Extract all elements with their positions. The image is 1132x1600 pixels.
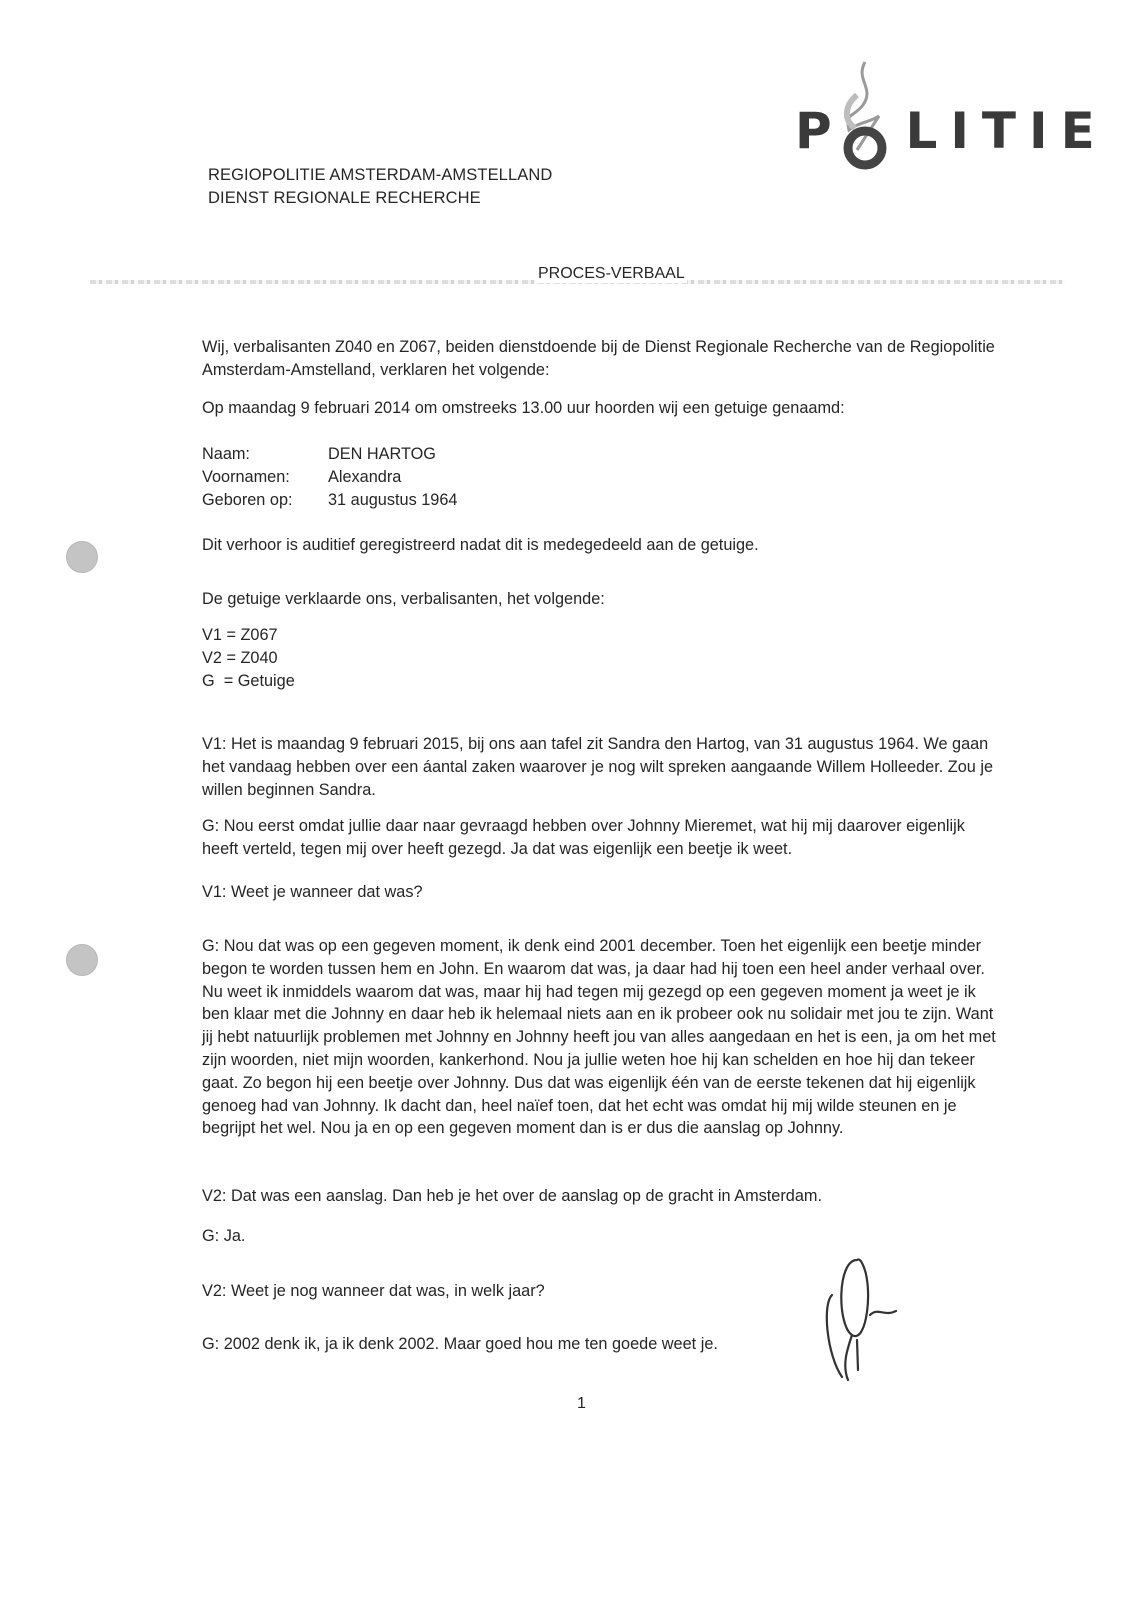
transcript-text: G: Ja. bbox=[202, 1227, 246, 1245]
recording-note bbox=[202, 534, 1002, 557]
field-value: 31 augustus 1964 bbox=[328, 491, 458, 509]
field-label: Voornamen: bbox=[202, 468, 290, 486]
transcript-entry bbox=[202, 935, 1002, 1140]
punch-hole bbox=[66, 541, 98, 573]
witness-details bbox=[202, 443, 1002, 512]
legend-item: V1 = Z067 bbox=[202, 626, 278, 644]
transcript-entry bbox=[202, 1225, 1002, 1248]
transcript-text: V2: Dat was een aanslag. Dan heb je het over de aanslag op de gracht in Amsterdam. bbox=[202, 1187, 822, 1205]
organization-header bbox=[208, 164, 552, 210]
transcript-entry bbox=[202, 881, 1002, 904]
witness-row-birthdate bbox=[202, 489, 1002, 512]
transcript-text: V2: Weet je nog wanneer dat was, in welk jaar? bbox=[202, 1282, 545, 1300]
statement-intro-text: De getuige verklaarde ons, verbalisanten, het volgende: bbox=[202, 590, 605, 608]
transcript-entry bbox=[202, 815, 982, 861]
politie-logo bbox=[795, 60, 1108, 180]
witness-row-firstnames bbox=[202, 466, 1002, 489]
logo-text: P LITIE bbox=[795, 102, 1108, 160]
hearing-text: Op maandag 9 februari 2014 om omstreeks 13.00 uur hoorden wij een getuige genaamd: bbox=[202, 399, 845, 417]
hearing-paragraph bbox=[202, 397, 1002, 420]
legend-item: G = Getuige bbox=[202, 672, 295, 690]
document-title: PROCES-VERBAAL bbox=[538, 265, 685, 282]
witness-row-name bbox=[202, 443, 1002, 466]
transcript-text: G: 2002 denk ik, ja ik denk 2002. Maar goed hou me ten goede weet je. bbox=[202, 1335, 718, 1353]
transcript-text: V1: Het is maandag 9 februari 2015, bij ons aan tafel zit Sandra den Hartog, van 31 augustus 1964. We gaan het vandaag hebben over een áantal zaken waarover je nog wilt spreken aangaande Willem Holleeder. Zou je willen beginnen Sandra. bbox=[202, 735, 994, 799]
field-label: Naam: bbox=[202, 445, 250, 463]
org-line-1: REGIOPOLITIE AMSTERDAM-AMSTELLAND bbox=[208, 166, 553, 184]
transcript-text: V1: Weet je wanneer dat was? bbox=[202, 883, 423, 901]
recording-text: Dit verhoor is auditief geregistreerd nadat dit is medegedeeld aan de getuige. bbox=[202, 536, 759, 554]
intro-paragraph bbox=[202, 336, 1002, 382]
page-number: 1 bbox=[577, 1395, 586, 1412]
field-value: DEN HARTOG bbox=[328, 445, 436, 463]
signature-image bbox=[812, 1255, 902, 1385]
field-value: Alexandra bbox=[328, 468, 402, 486]
transcript-text: G: Nou eerst omdat jullie daar naar gevraagd hebben over Johnny Mieremet, wat hij mij daarover eigenlijk heeft verteld, tegen mij over heeft gezegd. Ja dat was eigenlijk een beetje ik weet. bbox=[202, 817, 965, 858]
intro-text: Wij, verbalisanten Z040 en Z067, beiden dienstdoende bij de Dienst Regionale Recherche van de Regiopolitie Amsterdam-Amstelland, verklaren het volgende: bbox=[202, 338, 995, 379]
transcript-entry bbox=[202, 1185, 1002, 1208]
statement-intro bbox=[202, 588, 1002, 611]
field-label: Geboren op: bbox=[202, 491, 293, 509]
legend-item: V2 = Z040 bbox=[202, 649, 278, 667]
transcript-text: G: Nou dat was op een gegeven moment, ik denk eind 2001 december. Toen het eigenlijk een beetje minder begon te worden tussen hem en John. En waarom dat was, ja daar had hij toen een heel ander verhaal over. Nu weet ik inmiddels waarom dat was, maar hij had tegen mij gezegd op een gegeven moment ja weet je ik ben klaar met die Johnny en daar heb ik helemaal niets aan en ik probeer ook nu solidair met jou te zijn. Want jij hebt natuurlijk problemen met Johnny en Johnny heeft jou van alles aangedaan en het is een, ja om het met zijn woorden, niet mijn woorden, kankerhond. Nou ja jullie weten hoe hij kan schelden en hoe hij dan tekeer gaat. Zo begon hij een beetje over Johnny. Dus dat was eigenlijk één van de eerste tekenen dat hij eigenlijk genoeg had van Johnny. Ik dacht dan, heel naïef toen, dat het echt was omdat hij mij wilde steunen en je begrijpt het wel. Nou ja en op een gegeven moment dan is er dus die aanslag op Johnny. bbox=[202, 937, 996, 1138]
punch-hole bbox=[66, 944, 98, 976]
speaker-legend bbox=[202, 624, 1002, 693]
transcript-entry bbox=[202, 733, 994, 802]
org-line-2: DIENST REGIONALE RECHERCHE bbox=[208, 189, 481, 207]
